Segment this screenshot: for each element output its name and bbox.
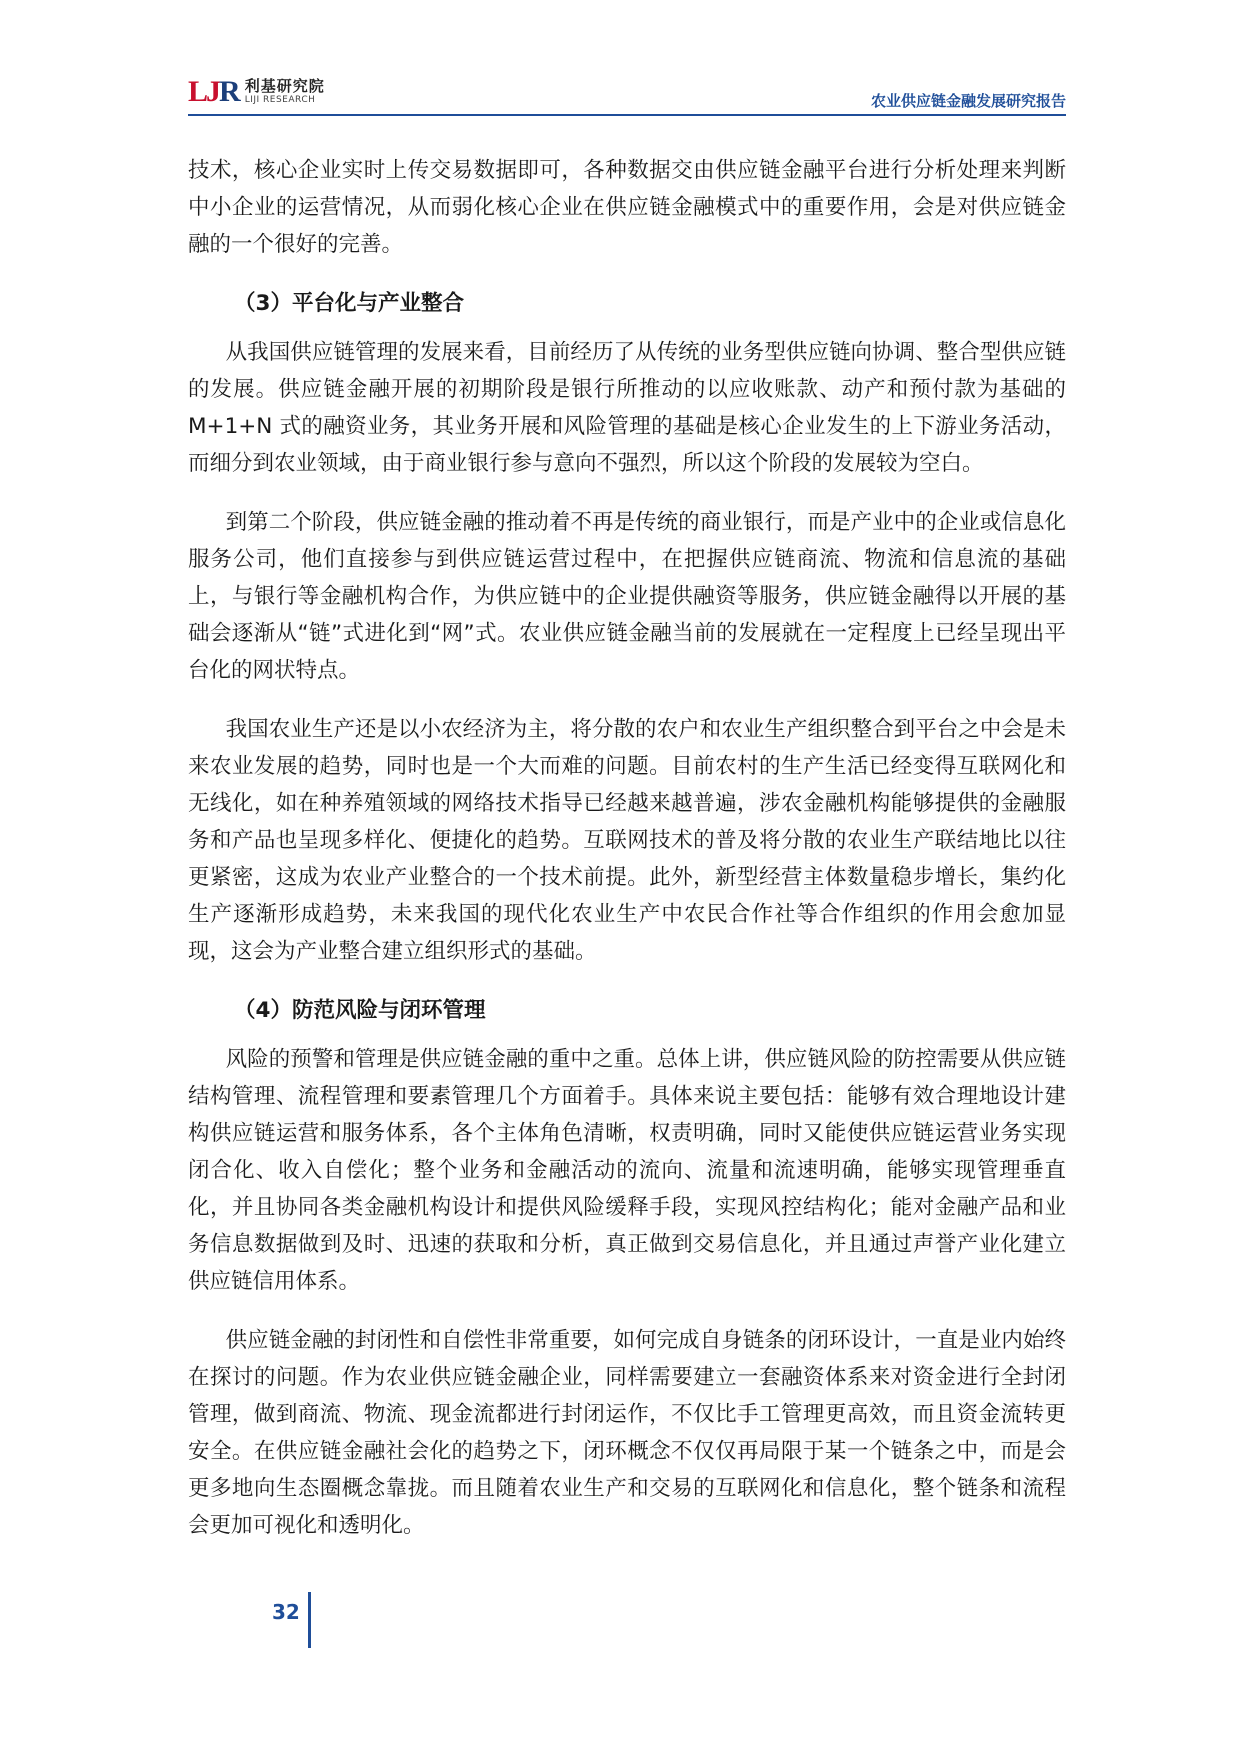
logo-english-name: LIJI RESEARCH: [244, 95, 316, 105]
logo-chinese-name: 利基研究院: [244, 77, 325, 95]
section-heading-3: （3）平台化与产业整合: [234, 291, 464, 316]
header-divider: [188, 114, 1066, 116]
paragraph: 到第二个阶段，供应链金融的推动着不再是传统的商业银行，而是产业中的企业或信息化服务公司，他们直接参与到供应链运营过程中，在把握供应链商流、物流和信息流的基础上，与银行等金融机构合作，为供应链中的企业提供融资等服务，供应链金融得以开展的基础会逐渐从“链”式进化到“网”式。农业供应链金融当前的发展就在一定程度上已经呈现出平台化的网状特点。: [188, 510, 1066, 683]
footer-divider: [308, 1592, 311, 1648]
page-number: 32: [272, 1600, 300, 1624]
logo-text: [245, 79, 325, 105]
paragraph: 从我国供应链管理的发展来看，目前经历了从传统的业务型供应链向协调、整合型供应链的发展。供应链金融开展的初期阶段是银行所推动的以应收账款、动产和预付款为基础的 M+1+N 式的融资业务，其业务开展和风险管理的基础是核心企业发生的上下游业务活动，而细分到农业领域，由于商业银行参与意向不强烈，所以这个阶段的发展较为空白。: [188, 340, 1066, 476]
paragraph: 供应链金融的封闭性和自偿性非常重要，如何完成自身链条的闭环设计，一直是业内始终在探讨的问题。作为农业供应链金融企业，同样需要建立一套融资体系来对资金进行全封闭管理，做到商流、物流、现金流都进行封闭运作，不仅比手工管理更高效，而且资金流转更安全。在供应链金融社会化的趋势之下，闭环概念不仅仅再局限于某一个链条之中，而是会更多地向生态圈概念靠拢。而且随着农业生产和交易的互联网化和信息化，整个链条和流程会更加可视化和透明化。: [188, 1328, 1066, 1538]
section-heading-4: （4）防范风险与闭环管理: [234, 998, 486, 1023]
page-body: [188, 152, 1066, 1566]
paragraph: 我国农业生产还是以小农经济为主，将分散的农户和农业生产组织整合到平台之中会是未来农业发展的趋势，同时也是一个大而难的问题。目前农村的生产生活已经变得互联网化和无线化，如在种养殖领域的网络技术指导已经越来越普遍，涉农金融机构能够提供的金融服务和产品也呈现多样化、便捷化的趋势。互联网技术的普及将分散的农业生产联结地比以往更紧密，这成为农业产业整合的一个技术前提。此外，新型经营主体数量稳步增长，集约化生产逐渐形成趋势，未来我国的现代化农业生产中农民合作社等合作组织的作用会愈加显现，这会为产业整合建立组织形式的基础。: [188, 717, 1066, 964]
paragraph-continued: 技术，核心企业实时上传交易数据即可，各种数据交由供应链金融平台进行分析处理来判断中小企业的运营情况，从而弱化核心企业在供应链金融模式中的重要作用，会是对供应链金融的一个很好的完善。: [188, 158, 1066, 257]
logo-mark-r: R: [219, 75, 239, 108]
logo-mark-lj: LJ: [188, 75, 220, 108]
logo-mark: [188, 77, 239, 107]
report-title: 农业供应链金融发展研究报告: [870, 92, 1066, 110]
paragraph: 风险的预警和管理是供应链金融的重中之重。总体上讲，供应链风险的防控需要从供应链结构管理、流程管理和要素管理几个方面着手。具体来说主要包括：能够有效合理地设计建构供应链运营和服务体系，各个主体角色清晰，权责明确，同时又能使供应链运营业务实现闭合化、收入自偿化；整个业务和金融活动的流向、流量和流速明确，能够实现管理垂直化，并且协同各类金融机构设计和提供风险缓释手段，实现风控结构化；能对金融产品和业务信息数据做到及时、迅速的获取和分析，真正做到交易信息化，并且通过声誉产业化建立供应链信用体系。: [188, 1047, 1066, 1294]
liji-logo: [188, 76, 325, 108]
page-header: [188, 76, 1066, 112]
